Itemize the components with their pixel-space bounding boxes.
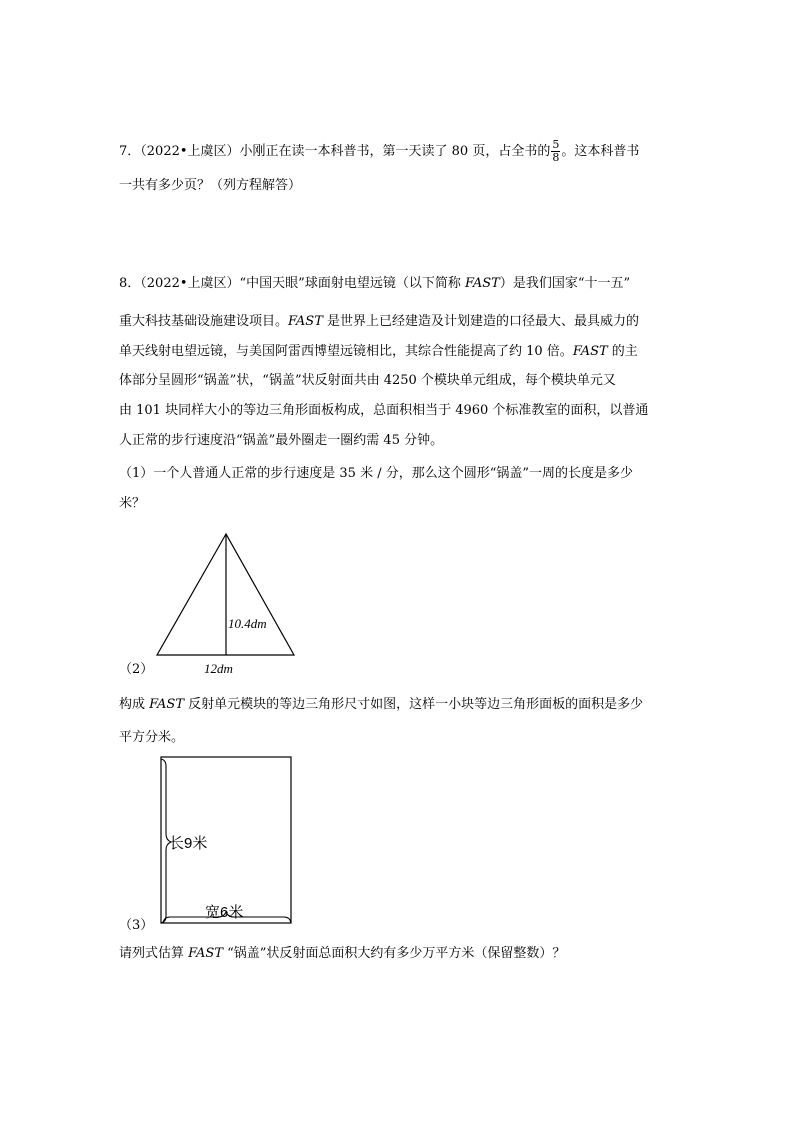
- subquestion-2-number: （2）: [119, 662, 154, 677]
- subquestion-2-line-2: 平方分米。: [119, 730, 185, 745]
- fast-term: FAST: [464, 276, 500, 291]
- question-8-text: 单天线射电望远镜，与美国阿雷西博望远镜相比，其综合性能提高了约 10 倍。: [119, 344, 573, 359]
- question-7-text-suffix: 。这本科普书: [561, 144, 640, 159]
- fast-term: FAST: [572, 344, 608, 359]
- fraction-numerator: 5: [552, 138, 560, 151]
- question-7-line-2: 一共有多少页？（列方程解答）: [119, 178, 302, 193]
- question-8-line-4: 体部分呈圆形“锅盖”状，“锅盖”状反射面共由 4250 个模块单元组成，每个模块单元又: [119, 373, 616, 388]
- question-8-text: 是世界上已经建造及计划建造的口径最大、最具威力的: [322, 314, 640, 329]
- length-label: 长9米: [169, 835, 208, 852]
- question-8-text: 的主: [607, 344, 638, 359]
- question-8-text: 重大科技基础设施建设项目。: [119, 314, 289, 329]
- question-8-text: ）是我们国家“十一五”: [499, 276, 631, 291]
- subquestion-3-text: 请列式估算: [119, 946, 189, 961]
- fast-term: FAST: [188, 946, 223, 961]
- fraction-denominator: 8: [552, 151, 560, 164]
- subquestion-3-number: （3）: [119, 918, 154, 933]
- triangle-height-label: 10.4dm: [228, 616, 267, 631]
- width-label: 宽6米: [205, 904, 244, 921]
- question-8-line-5: 由 101 块同样大小的等边三角形面板构成，总面积相当于 4960 个标准教室的面积，以普通: [119, 403, 649, 418]
- fast-term: FAST: [149, 697, 184, 712]
- triangle-base-label: 12dm: [204, 661, 233, 676]
- subquestion-1-line-1: （1）一个人普通人正常的步行速度是 35 米 / 分，那么这个圆形“锅盖”一周的长度是多少: [119, 466, 634, 481]
- question-7-text: 7．（2022•上虞区）小刚正在读一本科普书，第一天读了 80 页，占全书的: [119, 144, 551, 159]
- subquestion-2-text: 反射单元模块的等边三角形尺寸如图，这样一小块等边三角形面板的面积是多少: [184, 697, 644, 712]
- subquestion-2-text: 构成: [119, 697, 150, 712]
- subquestion-1-line-2: 米？: [119, 496, 146, 511]
- subquestion-3-text: “锅盖”状反射面总面积大约有多少万平方米（保留整数）？: [223, 946, 566, 961]
- fast-term: FAST: [288, 314, 323, 329]
- subquestion-3-line: [119, 946, 689, 962]
- question-8-text: 8．（2022•上虞区）“中国天眼”球面射电望远镜（以下简称: [119, 276, 465, 291]
- question-8-line-6: 人正常的步行速度沿“锅盖”最外圈走一圈约需 45 分钟。: [119, 433, 444, 448]
